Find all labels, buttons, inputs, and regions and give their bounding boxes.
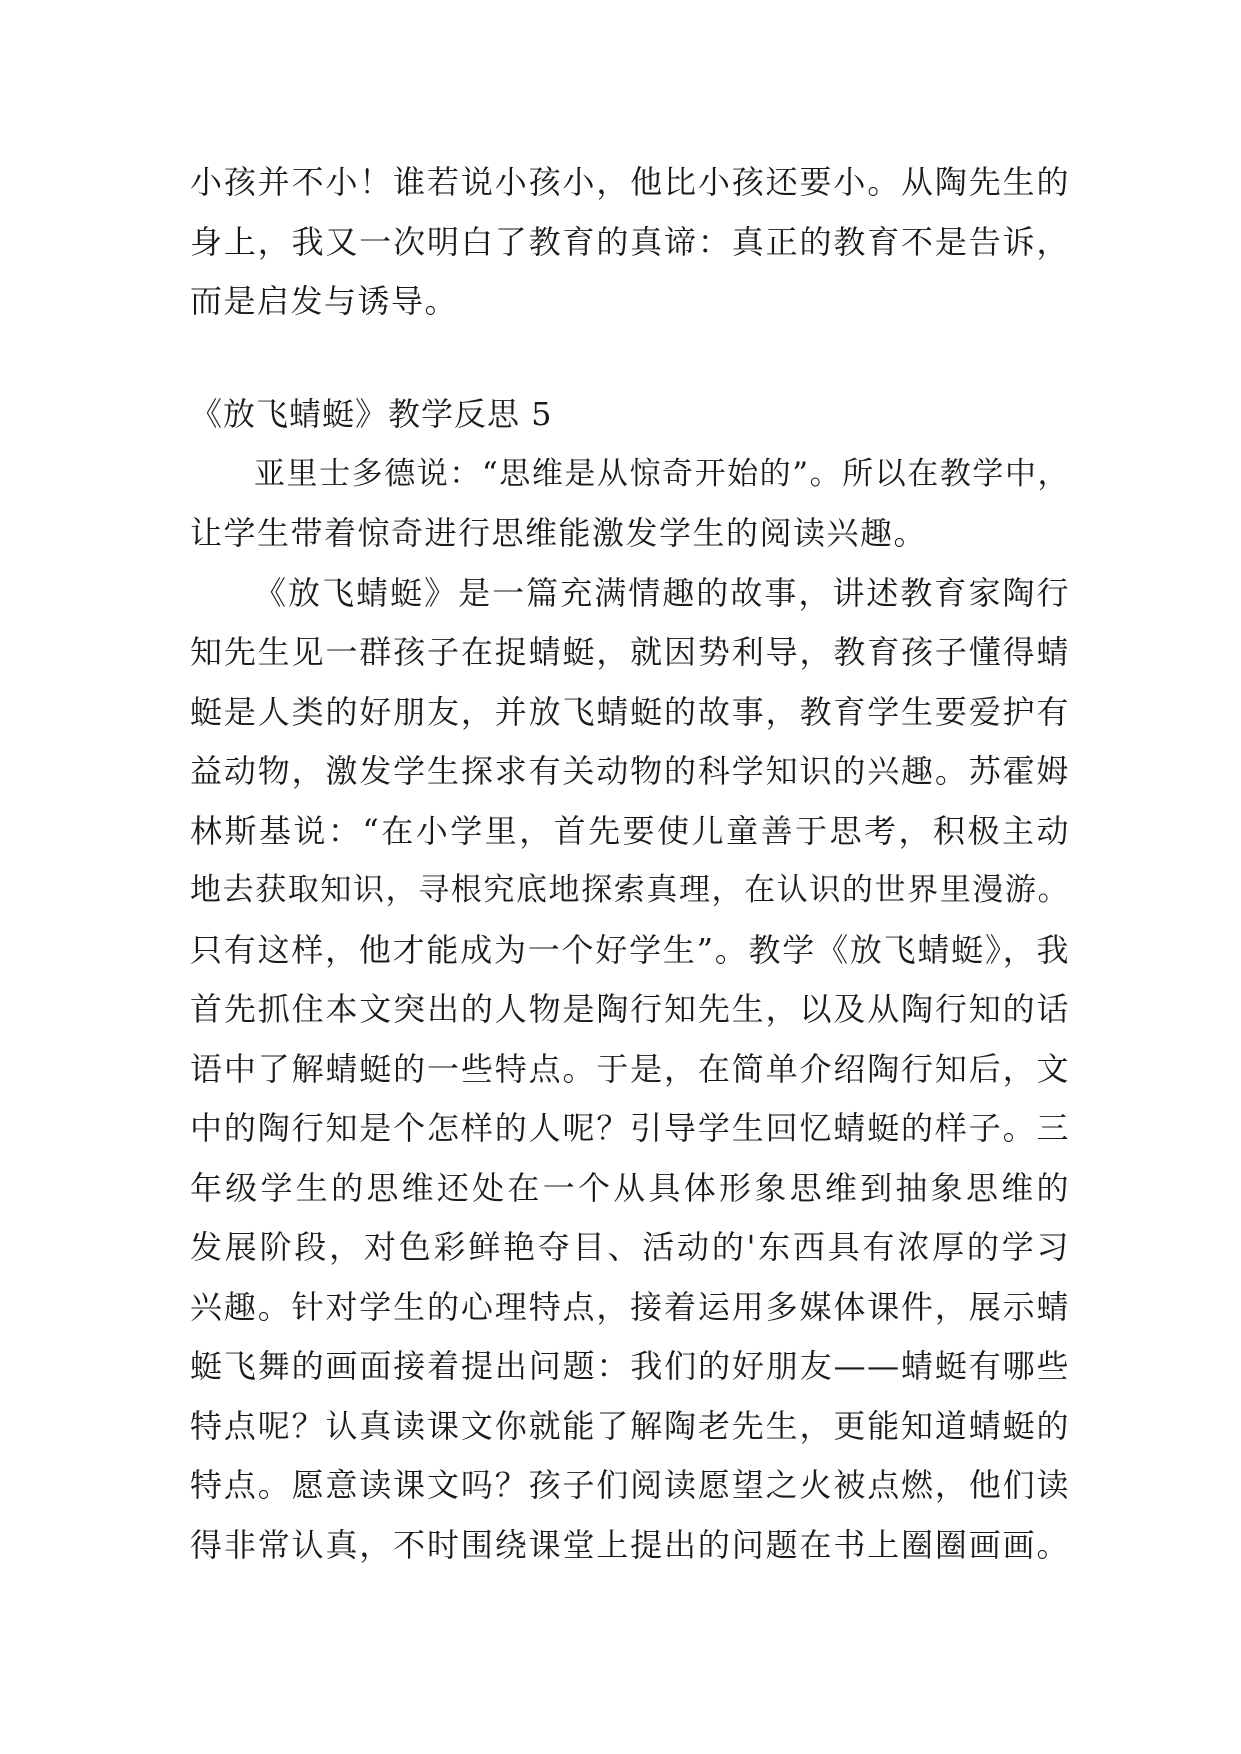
paragraph2-line: 只有这样，他才能成为一个好学生”。教学《放飞蜻蜓》，我 bbox=[190, 931, 1070, 969]
paragraph2-line: 益动物，激发学生探求有关动物的科学知识的兴趣。苏霍姆 bbox=[190, 752, 1070, 790]
paragraph2-line: 林斯基说：“在小学里，首先要使儿童善于思考，积极主动 bbox=[190, 812, 1070, 850]
continuation-line: 小孩并不小！谁若说小孩小，他比小孩还要小。从陶先生的 bbox=[190, 163, 1070, 201]
paragraph2-line: 得非常认真，不时围绕课堂上提出的问题在书上圈圈画画。 bbox=[190, 1526, 1070, 1564]
paragraph2-line: 蜓飞舞的画面接着提出问题：我们的好朋友——蜻蜓有哪些 bbox=[190, 1347, 1070, 1385]
paragraph2-line: 发展阶段，对色彩鲜艳夺目、活动的'东西具有浓厚的学习 bbox=[190, 1228, 1070, 1266]
paragraph2-line: 特点呢？认真读课文你就能了解陶老先生，更能知道蜻蜓的 bbox=[190, 1407, 1070, 1445]
continuation-line: 而是启发与诱导。 bbox=[190, 282, 459, 320]
paragraph2-line: 首先抓住本文突出的人物是陶行知先生，以及从陶行知的话 bbox=[190, 990, 1070, 1028]
paragraph2-line: 地去获取知识，寻根究底地探索真理，在认识的世界里漫游。 bbox=[190, 872, 1070, 908]
section-title: 《放飞蜻蜓》教学反思 5 bbox=[190, 395, 553, 433]
paragraph1-line: 亚里士多德说：“思维是从惊奇开始的”。所以在教学中， bbox=[254, 456, 1070, 492]
paragraph2-line: 特点。愿意读课文吗？孩子们阅读愿望之火被点燃，他们读 bbox=[190, 1466, 1070, 1504]
paragraph2-line: 中的陶行知是个怎样的人呢？引导学生回忆蜻蜓的样子。三 bbox=[190, 1109, 1070, 1147]
paragraph2-line: 年级学生的思维还处在一个从具体形象思维到抽象思维的 bbox=[190, 1169, 1070, 1207]
paragraph2-line: 兴趣。针对学生的心理特点，接着运用多媒体课件，展示蜻 bbox=[190, 1288, 1070, 1326]
paragraph2-line: 语中了解蜻蜓的一些特点。于是，在简单介绍陶行知后，文 bbox=[190, 1050, 1070, 1088]
paragraph2-line: 蜓是人类的好朋友，并放飞蜻蜓的故事，教育学生要爱护有 bbox=[190, 693, 1070, 731]
continuation-line: 身上，我又一次明白了教育的真谛：真正的教育不是告诉， bbox=[190, 223, 1070, 261]
paragraph1-line: 让学生带着惊奇进行思维能激发学生的阅读兴趣。 bbox=[190, 514, 928, 552]
paragraph2-line: 知先生见一群孩子在捉蜻蜓，就因势利导，教育孩子懂得蜻 bbox=[190, 633, 1070, 671]
paragraph2-line: 《放飞蜻蜓》是一篇充满情趣的故事，讲述教育家陶行 bbox=[254, 574, 1070, 612]
